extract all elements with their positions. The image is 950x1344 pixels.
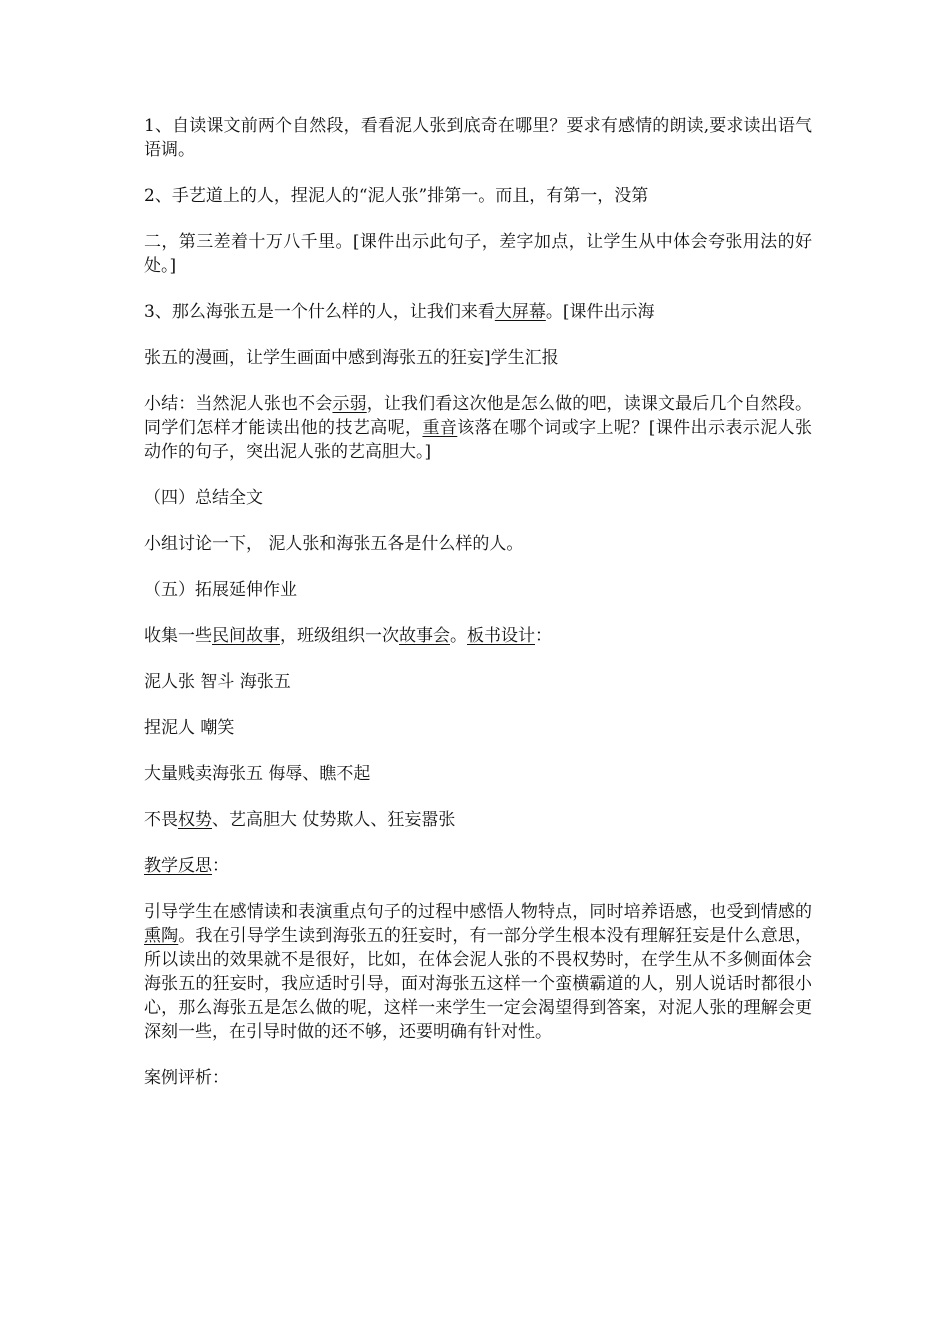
text-segment: 引导学生在感情读和表演重点句子的过程中感悟人物特点，同时培养语感，也受到情感的 — [144, 902, 812, 922]
underlined-term: 板书设计 — [467, 626, 535, 646]
document-body — [144, 114, 812, 1112]
board-design-line-2: 捏泥人 嘲笑 — [144, 718, 235, 738]
underlined-term: 熏陶 — [144, 926, 179, 946]
reflection-paragraph — [144, 900, 812, 1044]
board-design-line-1: 泥人张 智斗 海张五 — [144, 672, 291, 692]
text-segment: 。 — [450, 626, 467, 646]
text-segment: 3、那么海张五是一个什么样的人，让我们来看 — [144, 302, 495, 322]
underlined-term: 故事会 — [399, 626, 450, 646]
text-segment: 。我在引导学生读到海张五的狂妄时，有一部分学生根本没有理解狂妄是什么意思，所以读出的效果就不是很好，比如，在体会泥人张的不畏权势时，在学生从不多侧面体会海张五的狂妄时，我应适时引导，面对海张五这样一个蛮横霸道的人，别人说话时都很小心，那么海张五是怎么做的呢，这样一来学生一定会渴望得到答案，对泥人张的理解会更深刻一些，在引导时做的还不够，还要明确有针对性。 — [144, 926, 813, 1042]
text-segment: 。[课件出示海 — [545, 302, 655, 322]
step-2-continued-paragraph: 二，第三差着十万八千里。[课件出示此句子，差字加点，让学生从中体会夸张用法的好处。] — [144, 232, 812, 276]
board-design-line-4 — [144, 808, 812, 832]
underlined-term: 教学反思 — [144, 856, 212, 876]
board-design-line-3: 大量贱卖海张五 侮辱、瞧不起 — [144, 764, 371, 784]
step-3-continued-paragraph: 张五的漫画，让学生画面中感到海张五的狂妄]学生汇报 — [144, 348, 559, 368]
text-segment: 不畏 — [144, 810, 178, 830]
underlined-term: 民间故事 — [212, 626, 280, 646]
text-segment: ，让我们看这次他是怎么做的吧，读课文最后几个自然段。同学们怎样才能读出他的技艺高呢， — [144, 394, 813, 438]
underlined-term: 权势 — [178, 810, 212, 830]
underlined-term: 大屏幕 — [494, 302, 546, 322]
section-4-heading: （四）总结全文 — [144, 488, 263, 508]
case-analysis-heading: 案例评析： — [144, 1068, 229, 1088]
underlined-term: 重音 — [422, 418, 458, 438]
text-segment: 、艺高胆大 仗势欺人、狂妄嚣张 — [212, 810, 456, 830]
step-1-paragraph: 1、自读课文前两个自然段，看看泥人张到底奇在哪里？要求有感情的朗读,要求读出语气语调。 — [144, 116, 812, 160]
step-2-paragraph: 2、手艺道上的人，捏泥人的“泥人张”排第一。而且，有第一，没第 — [144, 186, 649, 206]
text-segment: ： — [535, 626, 552, 646]
text-segment: 该落在哪个词或字上呢？[课件出示表示泥人张动作的句子，突出泥人张的艺高胆大。] — [144, 418, 812, 462]
section-5-heading: （五）拓展延伸作业 — [144, 580, 297, 600]
group-discussion-paragraph: 小组讨论一下， 泥人张和海张五各是什么样的人。 — [144, 534, 524, 554]
text-segment: ，班级组织一次 — [280, 626, 399, 646]
summary-paragraph — [144, 392, 812, 464]
text-segment: ： — [212, 856, 229, 876]
step-3-paragraph — [144, 300, 812, 324]
text-segment: 小结：当然泥人张也不会 — [144, 394, 333, 414]
homework-paragraph — [144, 624, 812, 648]
underlined-term: 示弱 — [332, 394, 367, 414]
text-segment: 收集一些 — [144, 626, 212, 646]
reflection-heading — [144, 854, 812, 878]
